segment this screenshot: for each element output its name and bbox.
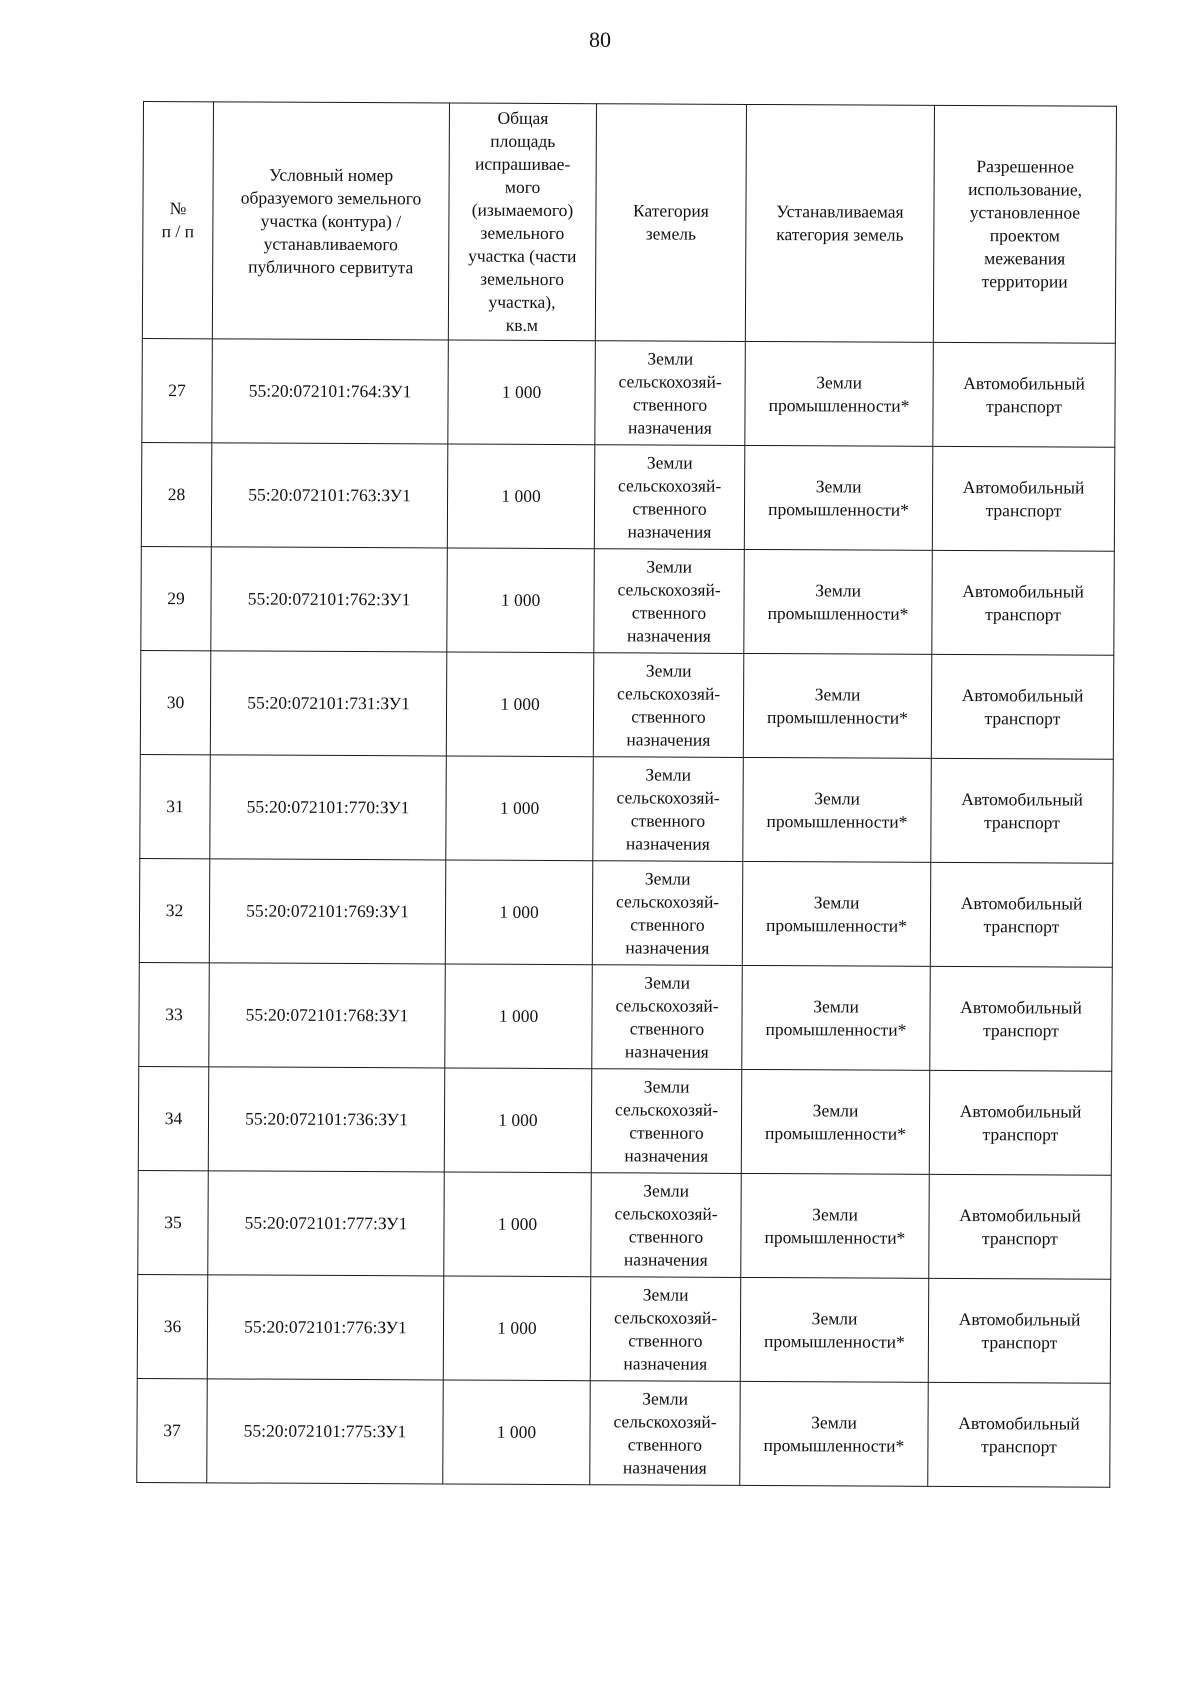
cell-row-number-text: 28: [167, 484, 186, 505]
cell-new-land-category: [744, 445, 933, 550]
cell-area-text: 1 000: [498, 1005, 539, 1026]
cell-new-land-category-text: Земли промышленности*: [768, 475, 909, 520]
cell-area-text: 1 000: [501, 381, 542, 402]
header-permitted-use: [933, 105, 1116, 343]
cell-row-number: [138, 1170, 209, 1274]
table-header-row: [142, 102, 1116, 344]
cell-permitted-use: [928, 1278, 1111, 1383]
cell-new-land-category-text: Земли промышленности*: [768, 371, 910, 416]
cell-new-land-category: [741, 1069, 930, 1174]
table-row: [139, 962, 1112, 1071]
cell-area-text: 1 000: [497, 1317, 537, 1338]
cell-new-land-category-text: Земли промышленности*: [764, 1203, 906, 1248]
cell-land-category-text: Земли сельскохозяй- ственного назначения: [616, 763, 720, 854]
cell-land-category-text: Земли сельскохозяй- ственного назначения: [618, 347, 722, 438]
cell-plot-id-text: 55:20:072101:731:ЗУ1: [247, 692, 410, 714]
cell-row-number-text: 37: [163, 1420, 181, 1441]
cell-land-category: [590, 1381, 741, 1486]
cell-permitted-use: [930, 966, 1113, 1071]
cell-area: [447, 444, 595, 549]
cell-permitted-use-text: Автомобильный транспорт: [958, 1308, 1081, 1352]
header-new-land-category: [745, 104, 934, 342]
cell-new-land-category: [740, 1277, 929, 1382]
cell-permitted-use: [930, 862, 1113, 967]
cell-land-category: [593, 757, 744, 862]
cell-permitted-use-text: Автомобильный транспорт: [961, 788, 1083, 832]
header-row-number-text: № п / п: [161, 198, 195, 242]
cell-row-number: [139, 858, 210, 962]
cell-new-land-category-text: Земли промышленности*: [766, 787, 908, 832]
cell-row-number-text: 30: [166, 692, 185, 713]
cell-plot-id: [211, 547, 448, 652]
land-plots-table-wrapper: [136, 101, 1116, 1488]
cell-land-category: [592, 861, 743, 966]
cell-plot-id: [209, 859, 446, 964]
cell-land-category-text: Земли сельскохозяй- ственного назначения: [613, 1283, 718, 1374]
cell-row-number-text: 27: [168, 380, 186, 401]
cell-row-number-text: 29: [167, 588, 185, 609]
cell-row-number-text: 33: [165, 1004, 183, 1025]
cell-permitted-use-text: Автомобильный транспорт: [963, 372, 1085, 416]
cell-land-category: [591, 1069, 742, 1174]
table-row: [139, 858, 1112, 967]
cell-permitted-use: [933, 342, 1116, 447]
cell-plot-id-text: 55:20:072101:777:ЗУ1: [244, 1212, 408, 1234]
cell-row-number-text: 31: [166, 796, 184, 817]
cell-area-text: 1 000: [497, 1213, 538, 1234]
cell-row-number: [139, 962, 210, 1066]
cell-area-text: 1 000: [500, 693, 540, 714]
cell-permitted-use-text: Автомобильный транспорт: [959, 1100, 1082, 1144]
cell-plot-id-text: 55:20:072101:768:ЗУ1: [245, 1004, 409, 1026]
cell-land-category: [594, 445, 745, 550]
cell-row-number: [137, 1274, 208, 1378]
cell-area-text: 1 000: [499, 797, 540, 818]
cell-new-land-category-text: Земли промышленности*: [763, 1411, 905, 1456]
header-plot-id-text: Условный номер образуемого земельного участка (контура) / устанавливаемого публичного сервитута: [240, 164, 422, 277]
cell-new-land-category: [742, 965, 931, 1070]
cell-land-category: [594, 549, 745, 654]
header-land-category-text: Категория земель: [633, 200, 709, 244]
cell-row-number: [140, 650, 211, 754]
table-row: [140, 754, 1113, 863]
cell-plot-id: [207, 1379, 444, 1484]
header-land-category: [595, 104, 746, 342]
table-row: [137, 1378, 1110, 1487]
cell-plot-id: [210, 651, 447, 756]
cell-row-number: [137, 1378, 208, 1482]
cell-plot-id: [208, 1171, 445, 1276]
page-number: 80: [589, 27, 611, 52]
cell-area: [445, 860, 593, 965]
cell-land-category: [593, 653, 744, 758]
cell-new-land-category-text: Земли промышленности*: [765, 1099, 906, 1144]
cell-area: [446, 652, 594, 757]
cell-area: [445, 964, 593, 1069]
cell-row-number: [142, 338, 213, 442]
land-plots-table: [136, 101, 1117, 1488]
cell-plot-id-text: 55:20:072101:769:ЗУ1: [246, 900, 409, 922]
cell-row-number-text: 34: [164, 1108, 183, 1129]
cell-area: [444, 1172, 592, 1277]
cell-area-text: 1 000: [501, 485, 541, 506]
cell-plot-id-text: 55:20:072101:764:ЗУ1: [248, 380, 412, 402]
cell-plot-id-text: 55:20:072101:775:ЗУ1: [243, 1420, 407, 1442]
cell-area: [443, 1380, 591, 1485]
cell-permitted-use-text: Автомобильный транспорт: [960, 996, 1082, 1040]
cell-row-number-text: 36: [163, 1316, 182, 1337]
cell-row-number-text: 32: [165, 900, 184, 921]
cell-permitted-use: [932, 446, 1115, 551]
cell-row-number: [141, 442, 212, 546]
cell-new-land-category: [744, 549, 933, 654]
table-row: [140, 650, 1113, 759]
table-row: [137, 1274, 1110, 1383]
cell-area: [443, 1276, 591, 1381]
cell-new-land-category-text: Земли промышленности*: [766, 891, 907, 936]
cell-land-category-text: Земли сельскохозяй- ственного назначения: [616, 659, 721, 750]
cell-plot-id-text: 55:20:072101:770:ЗУ1: [246, 796, 410, 818]
cell-permitted-use-text: Автомобильный транспорт: [962, 580, 1084, 624]
header-permitted-use-text: Разрешенное использование, установленное проектом межевания территории: [968, 156, 1083, 292]
cell-new-land-category: [740, 1381, 929, 1486]
cell-area: [447, 548, 595, 653]
table-row: [138, 1066, 1111, 1175]
cell-permitted-use-text: Автомобильный транспорт: [960, 892, 1083, 936]
cell-land-category-text: Земли сельскохозяй- ственного назначения: [614, 1075, 719, 1166]
table-row: [141, 546, 1114, 655]
cell-new-land-category: [742, 861, 931, 966]
table-row: [141, 442, 1114, 551]
cell-row-number: [141, 546, 212, 650]
cell-permitted-use: [928, 1382, 1111, 1487]
cell-permitted-use: [931, 654, 1114, 759]
cell-land-category-text: Земли сельскохозяй- ственного назначения: [618, 451, 722, 542]
header-row-number: [142, 102, 213, 339]
cell-area-text: 1 000: [498, 1109, 538, 1130]
cell-plot-id: [207, 1275, 444, 1380]
cell-permitted-use-text: Автомобильный транспорт: [962, 476, 1085, 520]
cell-land-category-text: Земли сельскохозяй- ственного назначения: [615, 867, 720, 958]
cell-land-category-text: Земли сельскохозяй- ственного назначения: [613, 1387, 717, 1478]
cell-row-number: [140, 754, 211, 858]
cell-plot-id: [208, 1067, 445, 1172]
cell-plot-id: [211, 443, 448, 548]
cell-land-category: [595, 341, 746, 446]
cell-new-land-category-text: Земли промышленности*: [763, 1307, 905, 1352]
cell-land-category-text: Земли сельскохозяй- ственного назначения: [617, 555, 721, 646]
table-header: [142, 102, 1116, 344]
cell-new-land-category-text: Земли промышленности*: [767, 683, 908, 728]
cell-permitted-use-text: Автомобильный транспорт: [961, 684, 1084, 728]
cell-land-category: [592, 965, 743, 1070]
cell-row-number: [138, 1066, 209, 1170]
cell-plot-id: [210, 755, 447, 860]
cell-new-land-category-text: Земли промышленности*: [767, 579, 909, 624]
cell-plot-id: [209, 963, 446, 1068]
cell-area: [444, 1068, 592, 1173]
cell-plot-id-text: 55:20:072101:763:ЗУ1: [248, 484, 411, 506]
header-new-land-category-text: Устанавливаемая категория земель: [776, 201, 904, 245]
cell-land-category: [591, 1173, 742, 1278]
cell-new-land-category: [741, 1173, 930, 1278]
cell-permitted-use: [929, 1070, 1112, 1175]
cell-permitted-use-text: Автомобильный транспорт: [959, 1204, 1081, 1248]
cell-row-number-text: 35: [164, 1212, 182, 1233]
cell-land-category: [590, 1277, 741, 1382]
cell-plot-id-text: 55:20:072101:776:ЗУ1: [244, 1316, 407, 1338]
cell-new-land-category: [745, 341, 934, 446]
cell-new-land-category: [743, 653, 932, 758]
cell-land-category-text: Земли сельскохозяй- ственного назначения: [614, 1179, 718, 1270]
cell-permitted-use: [931, 758, 1114, 863]
cell-plot-id-text: 55:20:072101:736:ЗУ1: [245, 1108, 408, 1130]
cell-plot-id: [212, 339, 449, 444]
cell-land-category-text: Земли сельскохозяй- ственного назначения: [615, 971, 719, 1062]
table-row: [138, 1170, 1111, 1279]
header-area: [448, 103, 596, 341]
cell-new-land-category-text: Земли промышленности*: [765, 995, 907, 1040]
cell-permitted-use: [932, 550, 1115, 655]
cell-plot-id-text: 55:20:072101:762:ЗУ1: [247, 588, 411, 610]
table-body: [137, 338, 1116, 1487]
header-plot-id: [212, 102, 449, 340]
cell-area-text: 1 000: [500, 589, 541, 610]
cell-new-land-category: [743, 757, 932, 862]
header-area-text: Общая площадь испрашивае- мого (изымаемого) земельного участка (части земельного участка), кв.м: [468, 107, 577, 335]
cell-permitted-use: [929, 1174, 1112, 1279]
cell-permitted-use-text: Автомобильный транспорт: [958, 1412, 1080, 1456]
cell-area-text: 1 000: [499, 901, 539, 922]
cell-area-text: 1 000: [496, 1421, 537, 1442]
cell-area: [446, 756, 594, 861]
table-row: [142, 338, 1115, 447]
cell-area: [448, 340, 596, 445]
